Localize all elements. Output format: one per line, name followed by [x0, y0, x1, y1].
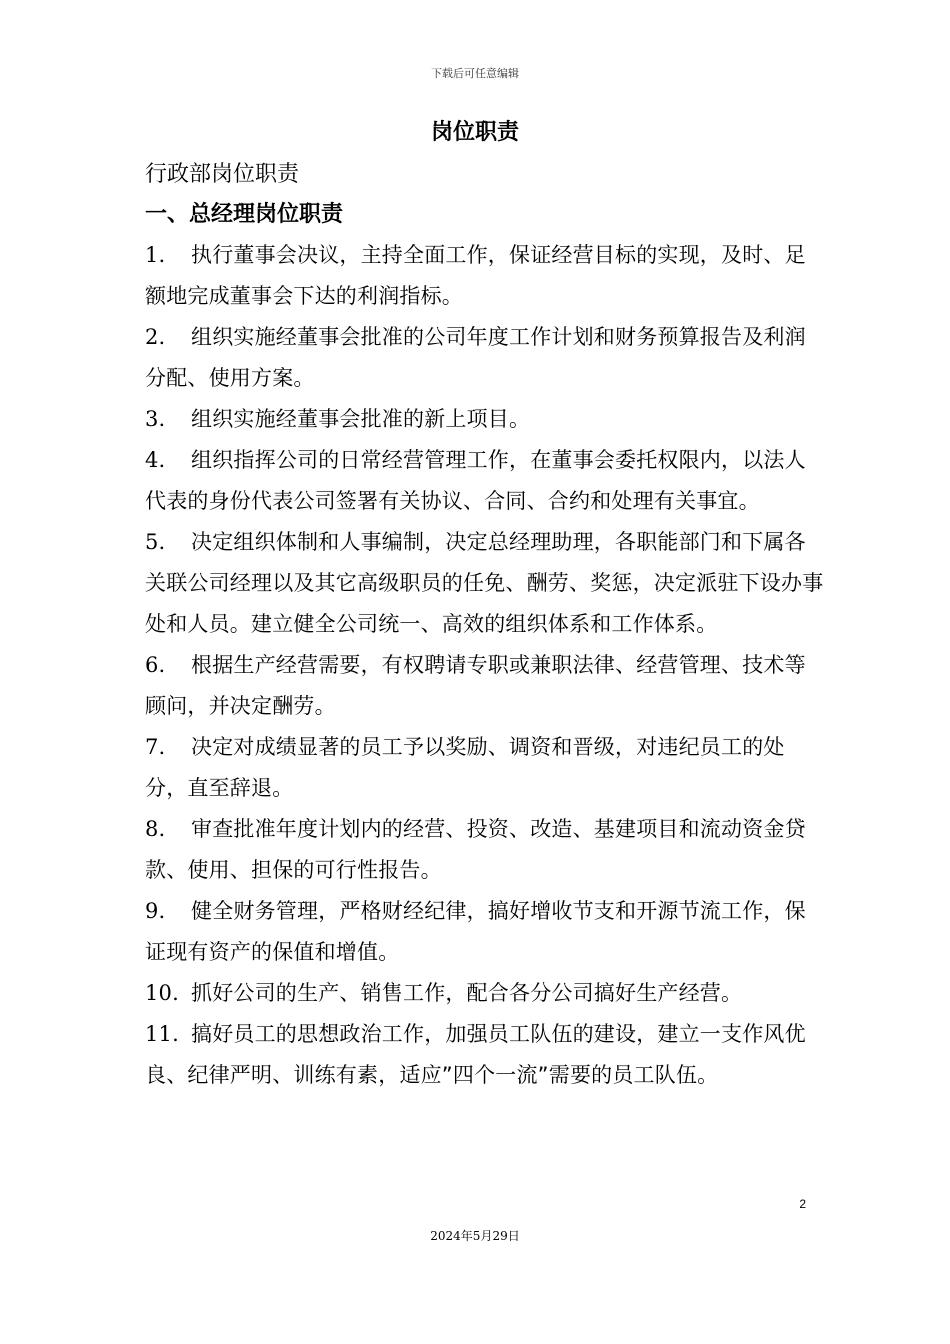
duty-text: 组织实施经董事会批准的新上项目。: [191, 407, 531, 431]
duty-item-9: [145, 891, 825, 973]
duty-item-10: [145, 973, 825, 1014]
duty-item-2: [145, 317, 825, 399]
duty-item-11: [145, 1014, 825, 1096]
duty-number: 3.: [145, 407, 166, 431]
document-body: [145, 155, 825, 1096]
duty-text: 决定组织体制和人事编制，决定总经理助理，各职能部门和下属各关联公司经理以及其它高级职员的任免、酬劳、奖惩，决定派驻下设办事处和人员。建立健全公司统一、高效的组织体系和工作体系。: [145, 530, 824, 636]
duty-number: 10.: [145, 981, 179, 1005]
duty-text: 抓好公司的生产、销售工作，配合各分公司搞好生产经营。: [191, 981, 743, 1005]
duty-number: 1.: [145, 243, 166, 267]
duty-text: 根据生产经营需要，有权聘请专职或兼职法律、经营管理、技术等顾问，并决定酬劳。: [145, 653, 806, 718]
duty-list: [145, 235, 825, 1096]
document-title: 岗位职责: [430, 120, 519, 145]
page-number: 2: [799, 1197, 806, 1211]
duty-item-4: [145, 440, 825, 522]
duty-number: 9.: [145, 899, 166, 923]
duty-text: 决定对成绩显著的员工予以奖励、调资和晋级，对违纪员工的处分，直至辞退。: [145, 735, 785, 800]
duty-text: 健全财务管理，严格财经纪律，搞好增收节支和开源节流工作，保证现有资产的保值和增值。: [145, 899, 806, 964]
duty-number: 4.: [145, 448, 166, 472]
footer-date: 2024年5月29日: [430, 1229, 520, 1243]
duty-number: 7.: [145, 735, 166, 759]
duty-number: 6.: [145, 653, 166, 677]
duty-item-3: [145, 399, 825, 440]
duty-text: 审查批准年度计划内的经营、投资、改造、基建项目和流动资金贷款、使用、担保的可行性报告。: [145, 817, 806, 882]
section-title: 行政部岗位职责: [145, 162, 300, 187]
duty-text: 组织实施经董事会批准的公司年度工作计划和财务预算报告及利润分配、使用方案。: [145, 325, 806, 390]
duty-item-8: [145, 809, 825, 891]
duty-number: 2.: [145, 325, 166, 349]
subsection-title: 一、总经理岗位职责: [145, 202, 344, 227]
duty-text: 组织指挥公司的日常经营管理工作，在董事会委托权限内，以法人代表的身份代表公司签署有关协议、合同、合约和处理有关事宜。: [145, 448, 806, 513]
header-note: 下载后可任意编辑: [431, 67, 519, 80]
duty-item-1: [145, 235, 825, 317]
duty-number: 11.: [145, 1022, 179, 1046]
duty-text: 执行董事会决议，主持全面工作，保证经营目标的实现，及时、足额地完成董事会下达的利润指标。: [145, 243, 806, 308]
duty-item-5: [145, 522, 825, 645]
duty-number: 8.: [145, 817, 166, 841]
duty-item-6: [145, 645, 825, 727]
duty-number: 5.: [145, 530, 166, 554]
duty-text: 搞好员工的思想政治工作，加强员工队伍的建设，建立一支作风优良、纪律严明、训练有素，适应”四个一流”需要的员工队伍。: [145, 1022, 806, 1087]
duty-item-7: [145, 727, 825, 809]
